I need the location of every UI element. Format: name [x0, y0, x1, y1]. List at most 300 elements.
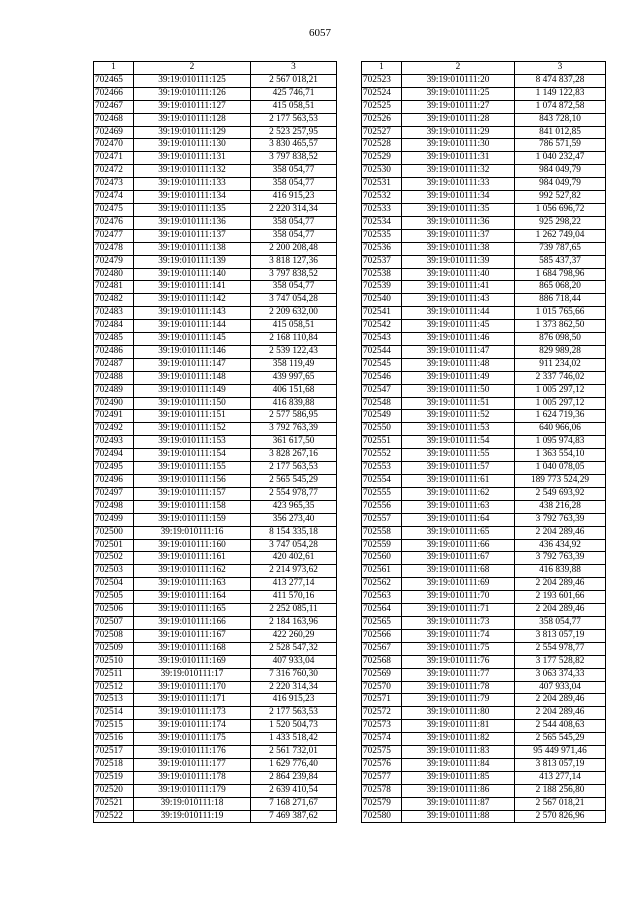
value-cell: 2 200 208,48	[251, 242, 337, 255]
row-number-cell: 702501	[94, 539, 134, 552]
registry-table-left	[93, 61, 337, 823]
row-number-cell: 702556	[362, 500, 402, 513]
cadastral-number-cell: 39:19:010111:25	[402, 87, 515, 100]
cadastral-number-cell: 39:19:010111:77	[402, 668, 515, 681]
value-cell: 2 577 586,95	[251, 410, 337, 423]
value-cell: 2 337 746,02	[515, 371, 606, 384]
table-row	[362, 681, 606, 694]
cadastral-number-cell: 39:19:010111:130	[134, 139, 251, 152]
value-cell: 416 839,88	[515, 565, 606, 578]
table-row	[94, 591, 337, 604]
row-number-cell: 702477	[94, 229, 134, 242]
table-row	[362, 526, 606, 539]
table-row	[94, 203, 337, 216]
cadastral-number-cell: 39:19:010111:140	[134, 268, 251, 281]
cadastral-number-cell: 39:19:010111:147	[134, 358, 251, 371]
row-number-cell: 702535	[362, 229, 402, 242]
value-cell: 1 149 122,83	[515, 87, 606, 100]
table-row	[94, 255, 337, 268]
row-number-cell: 702545	[362, 358, 402, 371]
cadastral-number-cell: 39:19:010111:70	[402, 591, 515, 604]
value-cell: 8 474 837,28	[515, 74, 606, 87]
row-number-cell: 702526	[362, 113, 402, 126]
cadastral-number-cell: 39:19:010111:128	[134, 113, 251, 126]
cadastral-number-cell: 39:19:010111:151	[134, 410, 251, 423]
row-number-cell: 702531	[362, 178, 402, 191]
row-number-cell: 702499	[94, 513, 134, 526]
value-cell: 2 544 408,63	[515, 720, 606, 733]
cadastral-number-cell: 39:19:010111:33	[402, 178, 515, 191]
row-number-cell: 702474	[94, 191, 134, 204]
cadastral-number-cell: 39:19:010111:41	[402, 281, 515, 294]
column-header-3: 3	[515, 62, 606, 75]
value-cell: 2 539 122,43	[251, 345, 337, 358]
table-row	[94, 165, 337, 178]
value-cell: 2 567 018,21	[515, 797, 606, 810]
cadastral-number-cell: 39:19:010111:39	[402, 255, 515, 268]
table-row	[362, 604, 606, 617]
table-row	[362, 384, 606, 397]
row-number-cell: 702571	[362, 694, 402, 707]
value-cell: 2 184 163,96	[251, 616, 337, 629]
value-cell: 358 054,77	[251, 165, 337, 178]
value-cell: 3 792 763,39	[515, 552, 606, 565]
value-cell: 2 554 978,77	[251, 487, 337, 500]
value-cell: 2 204 289,46	[515, 707, 606, 720]
value-cell: 3 813 057,19	[515, 758, 606, 771]
value-cell: 786 571,59	[515, 139, 606, 152]
cadastral-number-cell: 39:19:010111:73	[402, 616, 515, 629]
table-row	[362, 500, 606, 513]
row-number-cell: 702491	[94, 410, 134, 423]
cadastral-number-cell: 39:19:010111:126	[134, 87, 251, 100]
table-row	[362, 281, 606, 294]
value-cell: 3 828 267,16	[251, 449, 337, 462]
value-cell: 422 260,29	[251, 629, 337, 642]
table-row	[94, 655, 337, 668]
cadastral-number-cell: 39:19:010111:80	[402, 707, 515, 720]
row-number-cell: 702470	[94, 139, 134, 152]
row-number-cell: 702572	[362, 707, 402, 720]
value-cell: 413 277,14	[251, 578, 337, 591]
value-cell: 2 528 547,32	[251, 642, 337, 655]
cadastral-number-cell: 39:19:010111:164	[134, 591, 251, 604]
value-cell: 358 054,77	[251, 229, 337, 242]
row-number-cell: 702564	[362, 604, 402, 617]
cadastral-number-cell: 39:19:010111:142	[134, 294, 251, 307]
value-cell: 2 177 563,53	[251, 707, 337, 720]
value-cell: 423 965,35	[251, 500, 337, 513]
value-cell: 3 797 838,52	[251, 152, 337, 165]
cadastral-number-cell: 39:19:010111:139	[134, 255, 251, 268]
cadastral-number-cell: 39:19:010111:35	[402, 203, 515, 216]
value-cell: 1 373 862,50	[515, 320, 606, 333]
row-number-cell: 702538	[362, 268, 402, 281]
table-row	[94, 475, 337, 488]
row-number-cell: 702511	[94, 668, 134, 681]
table-row	[94, 410, 337, 423]
cadastral-number-cell: 39:19:010111:169	[134, 655, 251, 668]
row-number-cell: 702498	[94, 500, 134, 513]
cadastral-number-cell: 39:19:010111:153	[134, 436, 251, 449]
cadastral-number-cell: 39:19:010111:18	[134, 797, 251, 810]
table-row	[94, 733, 337, 746]
value-cell: 1 040 232,47	[515, 152, 606, 165]
row-number-cell: 702513	[94, 694, 134, 707]
table-row	[362, 113, 606, 126]
table-row	[94, 178, 337, 191]
cadastral-number-cell: 39:19:010111:150	[134, 397, 251, 410]
row-number-cell: 702472	[94, 165, 134, 178]
row-number-cell: 702518	[94, 758, 134, 771]
row-number-cell: 702550	[362, 423, 402, 436]
row-number-cell: 702541	[362, 307, 402, 320]
value-cell: 2 570 826,96	[515, 810, 606, 823]
cadastral-number-cell: 39:19:010111:141	[134, 281, 251, 294]
table-row	[362, 668, 606, 681]
row-number-cell: 702483	[94, 307, 134, 320]
value-cell: 411 570,16	[251, 591, 337, 604]
value-cell: 420 402,61	[251, 552, 337, 565]
cadastral-number-cell: 39:19:010111:163	[134, 578, 251, 591]
table-row	[362, 565, 606, 578]
cadastral-number-cell: 39:19:010111:131	[134, 152, 251, 165]
row-number-cell: 702515	[94, 720, 134, 733]
cadastral-number-cell: 39:19:010111:54	[402, 436, 515, 449]
value-cell: 95 449 971,46	[515, 746, 606, 759]
cadastral-number-cell: 39:19:010111:146	[134, 345, 251, 358]
row-number-cell: 702547	[362, 384, 402, 397]
table-row	[94, 423, 337, 436]
value-cell: 984 049,79	[515, 178, 606, 191]
row-number-cell: 702480	[94, 268, 134, 281]
cadastral-number-cell: 39:19:010111:65	[402, 526, 515, 539]
row-number-cell: 702466	[94, 87, 134, 100]
table-row	[362, 784, 606, 797]
cadastral-number-cell: 39:19:010111:29	[402, 126, 515, 139]
row-number-cell: 702579	[362, 797, 402, 810]
table-row	[94, 358, 337, 371]
table-row	[94, 810, 337, 823]
cadastral-number-cell: 39:19:010111:176	[134, 746, 251, 759]
cadastral-number-cell: 39:19:010111:175	[134, 733, 251, 746]
value-cell: 1 262 749,04	[515, 229, 606, 242]
table-row	[362, 487, 606, 500]
row-number-cell: 702524	[362, 87, 402, 100]
table-row	[362, 255, 606, 268]
row-number-cell: 702516	[94, 733, 134, 746]
value-cell: 1 005 297,12	[515, 397, 606, 410]
cadastral-number-cell: 39:19:010111:87	[402, 797, 515, 810]
row-number-cell: 702536	[362, 242, 402, 255]
row-number-cell: 702530	[362, 165, 402, 178]
cadastral-number-cell: 39:19:010111:179	[134, 784, 251, 797]
cadastral-number-cell: 39:19:010111:16	[134, 526, 251, 539]
row-number-cell: 702495	[94, 462, 134, 475]
value-cell: 415 058,51	[251, 320, 337, 333]
value-cell: 1 095 974,83	[515, 436, 606, 449]
cadastral-number-cell: 39:19:010111:125	[134, 74, 251, 87]
table-row	[362, 100, 606, 113]
table-row	[362, 578, 606, 591]
value-cell: 2 188 256,80	[515, 784, 606, 797]
cadastral-number-cell: 39:19:010111:134	[134, 191, 251, 204]
value-cell: 984 049,79	[515, 165, 606, 178]
row-number-cell: 702534	[362, 216, 402, 229]
cadastral-number-cell: 39:19:010111:159	[134, 513, 251, 526]
table-row	[362, 423, 606, 436]
table-row	[94, 294, 337, 307]
cadastral-number-cell: 39:19:010111:19	[134, 810, 251, 823]
table-row	[362, 371, 606, 384]
row-number-cell: 702506	[94, 604, 134, 617]
table-row	[94, 74, 337, 87]
table-row	[94, 746, 337, 759]
table-row	[94, 565, 337, 578]
table-row	[94, 242, 337, 255]
row-number-cell: 702503	[94, 565, 134, 578]
row-number-cell: 702549	[362, 410, 402, 423]
cadastral-number-cell: 39:19:010111:148	[134, 371, 251, 384]
cadastral-number-cell: 39:19:010111:55	[402, 449, 515, 462]
table-row	[362, 462, 606, 475]
row-number-cell: 702468	[94, 113, 134, 126]
table-row	[94, 694, 337, 707]
cadastral-number-cell: 39:19:010111:162	[134, 565, 251, 578]
table-header-row	[94, 62, 337, 75]
row-number-cell: 702558	[362, 526, 402, 539]
row-number-cell: 702482	[94, 294, 134, 307]
cadastral-number-cell: 39:19:010111:149	[134, 384, 251, 397]
cadastral-number-cell: 39:19:010111:20	[402, 74, 515, 87]
row-number-cell: 702512	[94, 681, 134, 694]
table-row	[94, 384, 337, 397]
table-row	[94, 191, 337, 204]
cadastral-number-cell: 39:19:010111:28	[402, 113, 515, 126]
value-cell: 425 746,71	[251, 87, 337, 100]
row-number-cell: 702476	[94, 216, 134, 229]
row-number-cell: 702568	[362, 655, 402, 668]
cadastral-number-cell: 39:19:010111:136	[134, 216, 251, 229]
cadastral-number-cell: 39:19:010111:17	[134, 668, 251, 681]
row-number-cell: 702528	[362, 139, 402, 152]
value-cell: 3 813 057,19	[515, 629, 606, 642]
table-row	[362, 126, 606, 139]
table-row	[362, 345, 606, 358]
cadastral-number-cell: 39:19:010111:161	[134, 552, 251, 565]
cadastral-number-cell: 39:19:010111:157	[134, 487, 251, 500]
cadastral-number-cell: 39:19:010111:27	[402, 100, 515, 113]
value-cell: 865 068,20	[515, 281, 606, 294]
row-number-cell: 702546	[362, 371, 402, 384]
value-cell: 3 063 374,33	[515, 668, 606, 681]
row-number-cell: 702573	[362, 720, 402, 733]
cadastral-number-cell: 39:19:010111:127	[134, 100, 251, 113]
value-cell: 886 718,44	[515, 294, 606, 307]
cadastral-number-cell: 39:19:010111:38	[402, 242, 515, 255]
value-cell: 2 864 239,84	[251, 771, 337, 784]
row-number-cell: 702475	[94, 203, 134, 216]
table-row	[94, 320, 337, 333]
value-cell: 3 818 127,36	[251, 255, 337, 268]
table-row	[94, 629, 337, 642]
cadastral-number-cell: 39:19:010111:75	[402, 642, 515, 655]
cadastral-number-cell: 39:19:010111:32	[402, 165, 515, 178]
value-cell: 361 617,50	[251, 436, 337, 449]
value-cell: 358 054,77	[515, 616, 606, 629]
row-number-cell: 702502	[94, 552, 134, 565]
value-cell: 2 177 563,53	[251, 462, 337, 475]
cadastral-number-cell: 39:19:010111:62	[402, 487, 515, 500]
cadastral-number-cell: 39:19:010111:36	[402, 216, 515, 229]
row-number-cell: 702527	[362, 126, 402, 139]
row-number-cell: 702551	[362, 436, 402, 449]
cadastral-number-cell: 39:19:010111:30	[402, 139, 515, 152]
row-number-cell: 702548	[362, 397, 402, 410]
cadastral-number-cell: 39:19:010111:64	[402, 513, 515, 526]
value-cell: 438 216,28	[515, 500, 606, 513]
column-header-1: 1	[362, 62, 402, 75]
row-number-cell: 702514	[94, 707, 134, 720]
value-cell: 2 561 732,01	[251, 746, 337, 759]
table-row	[94, 333, 337, 346]
cadastral-number-cell: 39:19:010111:43	[402, 294, 515, 307]
value-cell: 2 567 018,21	[251, 74, 337, 87]
row-number-cell: 702557	[362, 513, 402, 526]
cadastral-number-cell: 39:19:010111:158	[134, 500, 251, 513]
value-cell: 415 058,51	[251, 100, 337, 113]
row-number-cell: 702489	[94, 384, 134, 397]
row-number-cell: 702509	[94, 642, 134, 655]
cadastral-number-cell: 39:19:010111:68	[402, 565, 515, 578]
value-cell: 3 830 465,57	[251, 139, 337, 152]
row-number-cell: 702552	[362, 449, 402, 462]
cadastral-number-cell: 39:19:010111:143	[134, 307, 251, 320]
value-cell: 3 747 054,28	[251, 294, 337, 307]
row-number-cell: 702488	[94, 371, 134, 384]
value-cell: 2 549 693,92	[515, 487, 606, 500]
value-cell: 841 012,85	[515, 126, 606, 139]
row-number-cell: 702485	[94, 333, 134, 346]
cadastral-number-cell: 39:19:010111:144	[134, 320, 251, 333]
row-number-cell: 702505	[94, 591, 134, 604]
value-cell: 911 234,02	[515, 358, 606, 371]
cadastral-number-cell: 39:19:010111:167	[134, 629, 251, 642]
row-number-cell: 702525	[362, 100, 402, 113]
value-cell: 2 565 545,29	[251, 475, 337, 488]
table-row	[94, 397, 337, 410]
column-header-3: 3	[251, 62, 337, 75]
table-row	[362, 552, 606, 565]
row-number-cell: 702553	[362, 462, 402, 475]
table-row	[362, 449, 606, 462]
table-row	[94, 513, 337, 526]
cadastral-number-cell: 39:19:010111:45	[402, 320, 515, 333]
cadastral-number-cell: 39:19:010111:138	[134, 242, 251, 255]
value-cell: 358 119,49	[251, 358, 337, 371]
row-number-cell: 702522	[94, 810, 134, 823]
table-row	[94, 681, 337, 694]
table-row	[362, 152, 606, 165]
value-cell: 1 629 776,40	[251, 758, 337, 771]
table-row	[94, 462, 337, 475]
value-cell: 585 437,37	[515, 255, 606, 268]
value-cell: 406 151,68	[251, 384, 337, 397]
value-cell: 992 527,82	[515, 191, 606, 204]
row-number-cell: 702578	[362, 784, 402, 797]
table-row	[94, 281, 337, 294]
table-row	[362, 797, 606, 810]
column-header-2: 2	[402, 62, 515, 75]
cadastral-number-cell: 39:19:010111:52	[402, 410, 515, 423]
cadastral-number-cell: 39:19:010111:79	[402, 694, 515, 707]
table-row	[94, 139, 337, 152]
row-number-cell: 702484	[94, 320, 134, 333]
table-row	[362, 268, 606, 281]
value-cell: 2 523 257,95	[251, 126, 337, 139]
cadastral-number-cell: 39:19:010111:66	[402, 539, 515, 552]
table-row	[362, 707, 606, 720]
cadastral-number-cell: 39:19:010111:85	[402, 771, 515, 784]
cadastral-number-cell: 39:19:010111:84	[402, 758, 515, 771]
cadastral-number-cell: 39:19:010111:170	[134, 681, 251, 694]
row-number-cell: 702490	[94, 397, 134, 410]
cadastral-number-cell: 39:19:010111:48	[402, 358, 515, 371]
value-cell: 2 220 314,34	[251, 203, 337, 216]
column-header-2: 2	[134, 62, 251, 75]
table-row	[94, 216, 337, 229]
value-cell: 416 915,23	[251, 191, 337, 204]
table-row	[362, 333, 606, 346]
value-cell: 413 277,14	[515, 771, 606, 784]
cadastral-number-cell: 39:19:010111:154	[134, 449, 251, 462]
table-row	[94, 345, 337, 358]
cadastral-number-cell: 39:19:010111:44	[402, 307, 515, 320]
table-row	[362, 436, 606, 449]
table-row	[94, 229, 337, 242]
page-number: 6057	[309, 27, 331, 39]
row-number-cell: 702500	[94, 526, 134, 539]
table-row	[362, 655, 606, 668]
cadastral-number-cell: 39:19:010111:171	[134, 694, 251, 707]
cadastral-number-cell: 39:19:010111:88	[402, 810, 515, 823]
table-row	[94, 268, 337, 281]
table-row	[94, 449, 337, 462]
cadastral-number-cell: 39:19:010111:82	[402, 733, 515, 746]
row-number-cell: 702479	[94, 255, 134, 268]
value-cell: 2 177 563,53	[251, 113, 337, 126]
value-cell: 2 204 289,46	[515, 604, 606, 617]
cadastral-number-cell: 39:19:010111:135	[134, 203, 251, 216]
cadastral-number-cell: 39:19:010111:155	[134, 462, 251, 475]
value-cell: 2 639 410,54	[251, 784, 337, 797]
row-number-cell: 702473	[94, 178, 134, 191]
value-cell: 8 154 335,18	[251, 526, 337, 539]
value-cell: 416 839,88	[251, 397, 337, 410]
value-cell: 876 098,50	[515, 333, 606, 346]
cadastral-number-cell: 39:19:010111:74	[402, 629, 515, 642]
cadastral-number-cell: 39:19:010111:166	[134, 616, 251, 629]
row-number-cell: 702471	[94, 152, 134, 165]
table-row	[94, 539, 337, 552]
table-row	[94, 307, 337, 320]
value-cell: 2 168 110,84	[251, 333, 337, 346]
table-row	[94, 578, 337, 591]
table-row	[362, 242, 606, 255]
table-row	[362, 810, 606, 823]
value-cell: 1 074 872,58	[515, 100, 606, 113]
table-row	[94, 552, 337, 565]
